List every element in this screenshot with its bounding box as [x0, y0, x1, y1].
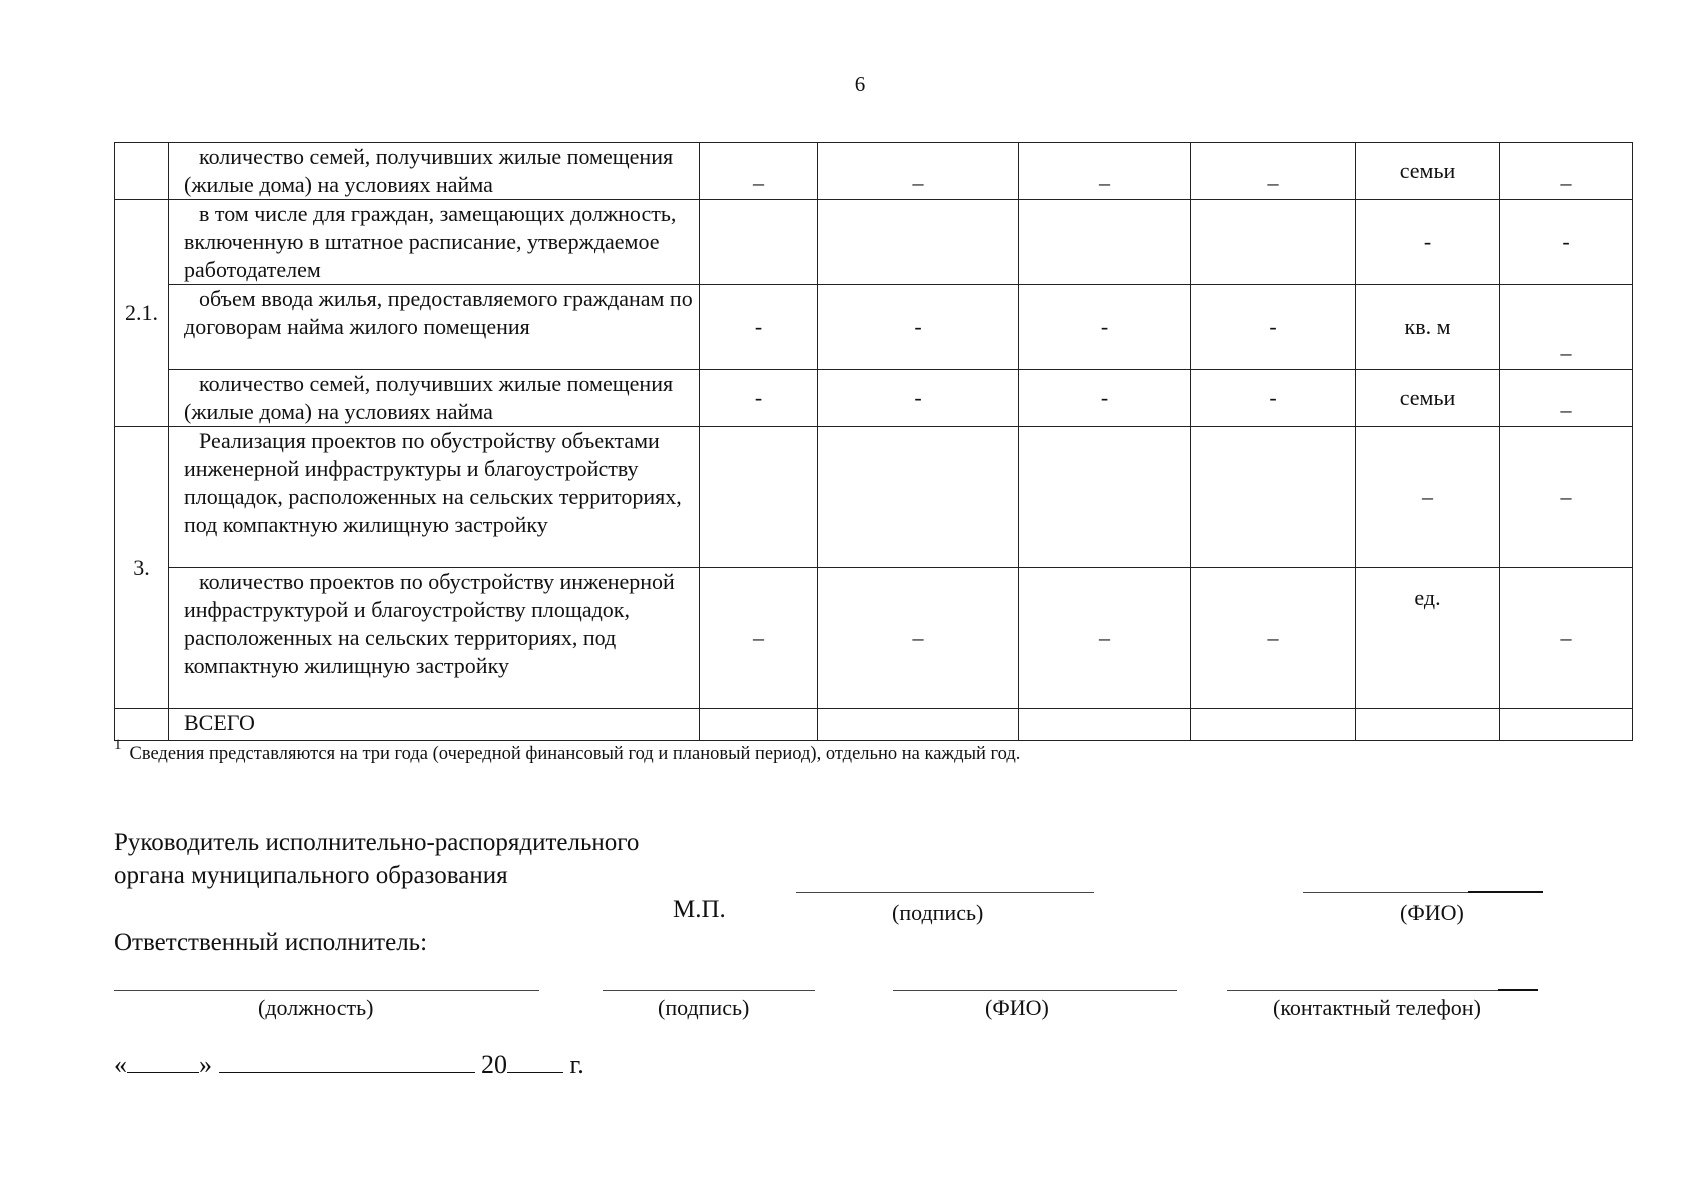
month-blank [219, 1050, 475, 1073]
head-fio-caption: (ФИО) [1400, 900, 1464, 925]
row-number-cell: 2.1. [115, 200, 169, 427]
value-cell [818, 709, 1019, 741]
date-line [114, 1050, 584, 1080]
value-cell [1191, 427, 1356, 568]
unit-cell [1356, 709, 1500, 741]
value-cell [1191, 709, 1356, 741]
date-close-quote: » [199, 1050, 212, 1079]
table-row [115, 143, 1633, 200]
value-cell: - [700, 285, 818, 370]
total-cell: - [1500, 200, 1633, 285]
unit-cell: семьи [1356, 143, 1500, 200]
executor-fio-caption: (ФИО) [985, 995, 1049, 1020]
table-row [115, 568, 1633, 709]
value-cell: – [1019, 143, 1191, 200]
value-cell: - [700, 370, 818, 427]
phone-caption: (контактный телефон) [1273, 995, 1481, 1020]
data-table [114, 142, 1633, 741]
head-title-line1: Руководитель исполнительно-распорядительного [114, 829, 640, 856]
row-number-cell: 3. [115, 427, 169, 709]
executor-fio-line [893, 990, 1177, 991]
value-cell [1019, 427, 1191, 568]
value-cell: – [818, 568, 1019, 709]
year-blank [507, 1050, 563, 1073]
value-cell: – [1019, 568, 1191, 709]
head-signature-line [796, 892, 1094, 893]
executor-title: Ответственный исполнитель: [114, 929, 428, 956]
value-cell [700, 427, 818, 568]
row-description: в том числе для граждан, замещающих должность, включенную в штатное расписание, утверждаемое работодателем [169, 200, 700, 285]
value-cell: - [818, 370, 1019, 427]
year-prefix: 20 [481, 1050, 507, 1079]
table-row [115, 709, 1633, 741]
value-cell [818, 427, 1019, 568]
unit-cell: кв. м [1356, 285, 1500, 370]
unit-cell: ед. [1356, 568, 1500, 709]
value-cell: - [1019, 370, 1191, 427]
value-cell: – [818, 143, 1019, 200]
total-cell [1500, 709, 1633, 741]
row-description: количество семей, получивших жилые помещения (жилые дома) на условиях найма [169, 143, 700, 200]
row-number-cell [115, 143, 169, 200]
executor-signature-line [603, 990, 815, 991]
date-open-quote: « [114, 1050, 127, 1079]
day-blank [127, 1050, 199, 1073]
head-fio-line-extension [1468, 891, 1543, 893]
row-description: количество проектов по обустройству инженерной инфраструктурой и благоустройству площадок, расположенных на сельских территориях, под компактную жилищную застройку [169, 568, 700, 709]
footnote-marker: 1 [114, 737, 122, 753]
row-description: ВСЕГО [169, 709, 700, 741]
value-cell: - [1191, 285, 1356, 370]
head-title-line2: органа муниципального образования [114, 862, 508, 889]
head-fio-line [1303, 892, 1468, 893]
position-caption: (должность) [258, 995, 374, 1020]
unit-cell: семьи [1356, 370, 1500, 427]
value-cell: - [1019, 285, 1191, 370]
unit-cell: - [1356, 200, 1500, 285]
footnote [114, 737, 1021, 765]
year-suffix: г. [569, 1050, 584, 1079]
table-row [115, 200, 1633, 285]
total-cell: – [1500, 370, 1633, 427]
total-cell: – [1500, 285, 1633, 370]
value-cell [700, 200, 818, 285]
page-number: 6 [854, 72, 866, 96]
total-cell: – [1500, 568, 1633, 709]
table-row [115, 285, 1633, 370]
total-cell: – [1500, 427, 1633, 568]
phone-line [1227, 990, 1500, 991]
value-cell: – [700, 143, 818, 200]
table-row [115, 427, 1633, 568]
value-cell: - [818, 285, 1019, 370]
value-cell: – [1191, 568, 1356, 709]
executor-signature-caption: (подпись) [658, 995, 750, 1020]
value-cell [818, 200, 1019, 285]
row-number-cell [115, 709, 169, 741]
position-line [114, 990, 539, 991]
value-cell [1019, 709, 1191, 741]
stamp-label: М.П. [673, 896, 726, 923]
head-signature-caption: (подпись) [892, 900, 984, 925]
table-row [115, 370, 1633, 427]
phone-line-extension [1498, 989, 1538, 991]
row-description: объем ввода жилья, предоставляемого гражданам по договорам найма жилого помещения [169, 285, 700, 370]
value-cell [1019, 200, 1191, 285]
value-cell [1191, 200, 1356, 285]
value-cell: - [1191, 370, 1356, 427]
total-cell: – [1500, 143, 1633, 200]
value-cell: – [1191, 143, 1356, 200]
value-cell: – [700, 568, 818, 709]
unit-cell: – [1356, 427, 1500, 568]
row-description: количество семей, получивших жилые помещения (жилые дома) на условиях найма [169, 370, 700, 427]
footnote-text: Сведения представляются на три года (очередной финансовый год и плановый период), отдельно на каждый год. [129, 744, 1021, 764]
value-cell [700, 709, 818, 741]
row-description: Реализация проектов по обустройству объектами инженерной инфраструктуры и благоустройству площадок, расположенных на сельских территориях, под компактную жилищную застройку [169, 427, 700, 568]
